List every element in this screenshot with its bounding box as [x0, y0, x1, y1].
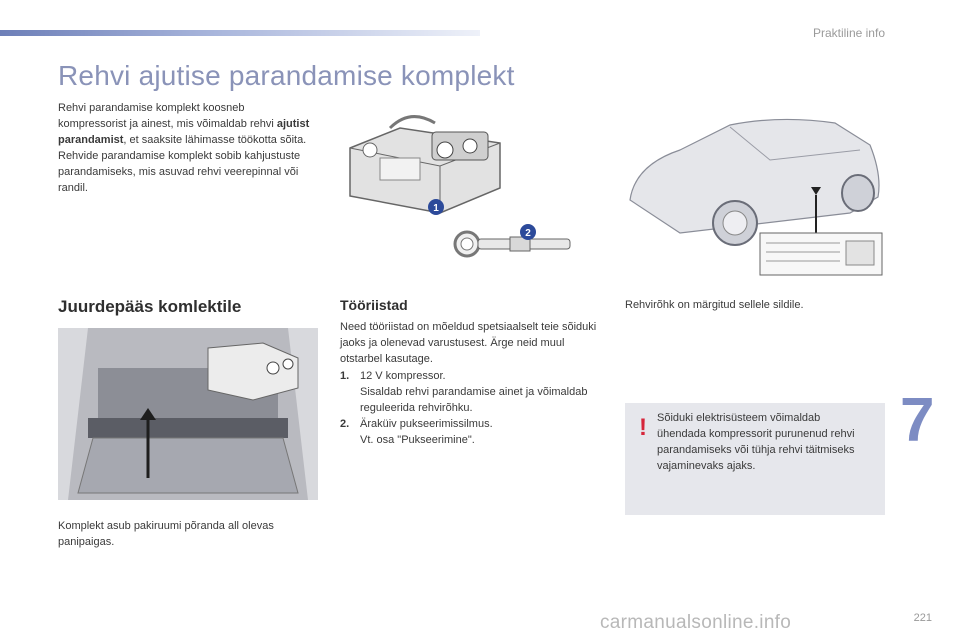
car-pressure-label-illustration: [620, 105, 890, 280]
tools-item-1: [340, 368, 600, 416]
tools-item-1-num: 1.: [340, 370, 350, 382]
intro-line1: Rehvi parandamise komplekt koosneb kompressorist ja ainest, mis võimaldab rehvi: [58, 102, 274, 130]
compressor-kit-illustration: [340, 108, 510, 218]
warning-text: Sõiduki elektrisüsteem võimaldab ühendada kompressorit purunenud rehvi parandamiseks või tühja rehvi täitmiseks vajaminevaks ajaks.: [657, 412, 855, 472]
tools-item-2-title: Äraküiv pukseerimissilmus.: [360, 418, 493, 430]
towing-eye-illustration: [450, 222, 575, 267]
tools-item-2: [340, 416, 600, 448]
tools-item-2-desc: Vt. osa "Pukseerimine".: [360, 434, 475, 446]
section-header: Praktiline info: [812, 26, 885, 40]
intro-line2: , et saaksite lähimasse töökotta sõita.: [123, 134, 307, 146]
pressure-note: Rehvirõhk on märgitud sellele sildile.: [625, 299, 804, 311]
intro-text: [58, 100, 313, 196]
intro-bold: ajutist parandamist: [58, 118, 310, 146]
callout-2-label: 2: [525, 228, 531, 239]
tools-heading: Tööriistad: [340, 297, 408, 313]
page-number: 221: [913, 612, 932, 624]
callout-1: [428, 199, 444, 215]
access-heading: Juurdepääs komlektile: [58, 297, 242, 316]
page-title: Rehvi ajutise parandamise komplekt: [58, 60, 515, 91]
header-accent-bar: [0, 30, 480, 36]
intro-line3: Rehvide parandamise komplekt sobib kahjustuste parandamiseks, mis asuvad rehvi veerepinnal või randil.: [58, 150, 301, 194]
access-caption: Komplekt asub pakiruumi põranda all olevas panipaigas.: [58, 520, 274, 548]
chapter-number: 7: [900, 386, 935, 455]
tools-list: [340, 368, 600, 448]
trunk-illustration: [58, 328, 318, 500]
callout-1-label: 1: [433, 203, 439, 214]
warning-box: [625, 403, 885, 515]
tools-item-1-desc: Sisaldab rehvi parandamise ainet ja võimaldab reguleerida rehvirõhku.: [360, 386, 588, 414]
tools-intro: Need tööriistad on mõeldud spetsiaalselt teie sõiduki jaoks ja olenevad varustusest. Ärge neid muul otstarbel kasutage.: [340, 321, 597, 365]
exclamation-icon: !: [639, 414, 647, 441]
tools-item-2-num: 2.: [340, 418, 350, 430]
watermark: carmanualsonline.info: [600, 612, 792, 633]
callout-2: [520, 224, 536, 240]
tools-item-1-title: 12 V kompressor.: [360, 370, 446, 382]
